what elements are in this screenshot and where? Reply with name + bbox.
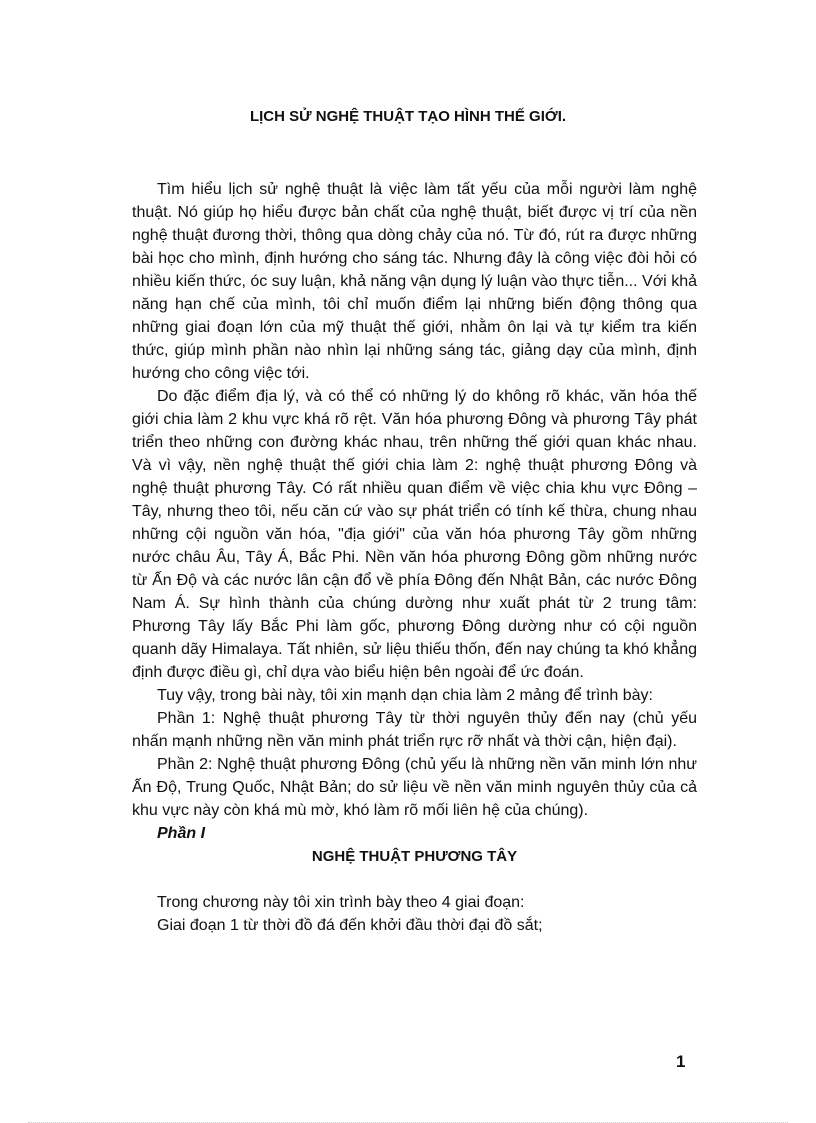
- paragraph-intro: Tìm hiểu lịch sử nghệ thuật là việc làm tất yếu của mỗi người làm nghệ thuật. Nó giúp họ hiểu được bản chất của nghệ thuật, biết được vị trí của nền nghệ thuật đương thời, thông qua dòng chảy của nó. Từ đó, rút ra được những bài học cho mình, định hướng cho sáng tác. Nhưng đây là công việc đòi hỏi có nhiều kiến thức, óc suy luận, khả năng vận dụng lý luận vào thực tiễn... Với khả năng hạn chế của mình, tôi chỉ muốn điểm lại những biến động thông qua những giai đoạn lớn của mỹ thuật thế giới, nhằm ôn lại và tự kiểm tra kiến thức, giúp mình phần nào nhìn lại những sáng tác, giảng dạy của mình, định hướng cho công việc tới.: [132, 181, 697, 382]
- page-number: 1: [676, 1052, 686, 1071]
- document-title: LỊCH SỬ NGHỆ THUẬT TẠO HÌNH THẾ GIỚI.: [249, 108, 567, 125]
- paragraph-division: Tuy vậy, trong bài này, tôi xin mạnh dạn chia làm 2 mảng để trình bày:: [157, 687, 653, 704]
- section-label: Phần I: [157, 825, 206, 842]
- paragraph-part-1: Phần 1: Nghệ thuật phương Tây từ thời nguyên thủy đến nay (chủ yếu nhấn mạnh những nền văn minh phát triển rực rỡ nhất và thời cận, hiện đại).: [132, 710, 697, 750]
- section-line-intro: Trong chương này tôi xin trình bày theo 4 giai đoạn:: [157, 894, 525, 911]
- section-spacer: [132, 868, 697, 891]
- paragraph-regions: Do đặc điểm địa lý, và có thể có những lý do không rõ khác, văn hóa thế giới chia làm 2 khu vực khá rõ rệt. Văn hóa phương Đông và phương Tây phát triển theo những con đường khác nhau, trên những thế giới quan khác nhau. Và vì vậy, nền nghệ thuật thế giới chia làm 2: nghệ thuật phương Đông và nghệ thuật phương Tây. Có rất nhiều quan điểm về việc chia khu vực Đông – Tây, nhưng theo tôi, nếu căn cứ vào sự phát triển có tính kế thừa, chung nhau những cội nguồn văn hóa, "địa giới" của văn hóa phương Tây gồm những nước châu Âu, Tây Á, Bắc Phi. Nền văn hóa phương Đông gồm những nước từ Ấn Độ và các nước lân cận đổ về phía Đông đến Nhật Bản, các nước Đông Nam Á. Sự hình thành của chúng dường như xuất phát từ 2 trung tâm: Phương Tây lấy Bắc Phi làm gốc, phương Đông dường như có cội nguồn quanh dãy Himalaya. Tất nhiên, sử liệu thiếu thốn, đến nay chúng ta khó khẳng định được điều gì, chỉ dựa vào biểu hiện bên ngoài để ức đoán.: [132, 388, 697, 681]
- paragraph-part-2: Phần 2: Nghệ thuật phương Đông (chủ yếu là những nền văn minh lớn như Ấn Độ, Trung Quốc, Nhật Bản; do sử liệu về nền văn minh nguyên thủy của cả khu vực này còn khá mù mờ, khó làm rõ mối liên hệ của chúng).: [132, 756, 697, 819]
- section-line-stage-1: Giai đoạn 1 từ thời đồ đá đến khởi đầu thời đại đồ sắt;: [157, 917, 543, 934]
- document-body: [132, 178, 697, 937]
- section-title: NGHỆ THUẬT PHƯƠNG TÂY: [311, 848, 518, 865]
